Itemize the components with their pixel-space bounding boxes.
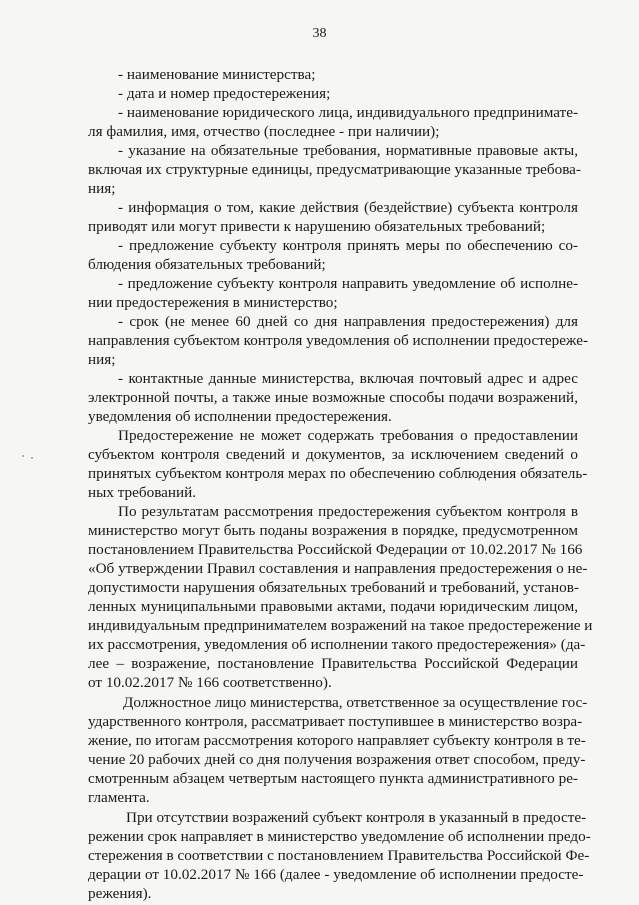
- text-line: направления субъектом контроля уведомления об исполнении предостереже-: [88, 332, 589, 349]
- text-line: режения).: [88, 885, 152, 902]
- text-line: допустимости нарушения обязательных требований и требований, установ-: [88, 579, 579, 596]
- text-line: министерство могут быть поданы возражения в порядке, предусмотренном: [88, 522, 578, 539]
- text-line: режении срок направляет в министерство уведомление об исполнении предо-: [88, 828, 591, 845]
- text-line: - дата и номер предостережения;: [118, 85, 331, 102]
- text-line: лее – возражение, постановление Правительства Российской Федерации: [88, 655, 578, 672]
- text-line: ния;: [88, 180, 116, 197]
- text-line: - контактные данные министерства, включая почтовый адрес и адрес: [118, 370, 578, 387]
- text-line: - предложение субъекту контроля принять меры по обеспечению со-: [118, 237, 578, 254]
- text-line: их рассмотрения, уведомления об исполнении такого предостережения» (да-: [88, 636, 586, 653]
- text-line: - срок (не менее 60 дней со дня направления предостережения) для: [118, 313, 578, 330]
- text-line: ния;: [88, 351, 116, 368]
- text-line: - информация о том, какие действия (бездействие) субъекта контроля: [118, 199, 578, 216]
- scan-speck: [22, 455, 24, 457]
- text-line: гламента.: [88, 789, 150, 806]
- text-line: блюдения обязательных требований;: [88, 256, 326, 273]
- text-line: Должностное лицо министерства, ответственное за осуществление гос-: [123, 694, 588, 711]
- text-line: - наименование министерства;: [118, 66, 316, 83]
- text-line: от 10.02.2017 № 166 соответственно).: [88, 674, 332, 691]
- text-line: ля фамилия, имя, отчество (последнее - при наличии);: [88, 123, 440, 140]
- text-line: индивидуальным предпринимателем возражений на такое предостережение и: [88, 617, 593, 634]
- text-line: дерации от 10.02.2017 № 166 (далее - уведомление об исполнении предосте-: [88, 866, 584, 883]
- text-line: - предложение субъекту контроля направить уведомление об исполне-: [118, 275, 578, 292]
- text-line: принятых субъектом контроля мерах по обеспечению соблюдения обязатель-: [88, 465, 588, 482]
- text-line: ударственного контроля, рассматривает поступившее в министерство возра-: [88, 713, 583, 730]
- text-line: При отсутствии возражений субъект контроля в указанный в предосте-: [126, 809, 587, 826]
- text-line: смотренным абзацем четвертым настоящего пункта административного ре-: [88, 770, 578, 787]
- text-line: жение, по итогам рассмотрения которого направляет субъекту контроля в те-: [88, 732, 586, 749]
- text-line: уведомления об исполнении предостережения.: [88, 408, 392, 425]
- text-line: электронной почты, а также иные возможные способы подачи возражений,: [88, 389, 578, 406]
- text-line: «Об утверждении Правил составления и направления предостережения о не-: [88, 560, 588, 577]
- text-line: приводят или могут привести к нарушению обязательных требований;: [88, 218, 546, 235]
- text-line: Предостережение не может содержать требования о предоставлении: [118, 427, 578, 444]
- text-line: ных требований.: [88, 484, 197, 501]
- text-line: ленных муниципальными правовыми актами, подачи юридическим лицом,: [88, 598, 578, 615]
- page-number: 38: [312, 26, 327, 41]
- text-line: постановлением Правительства Российской Федерации от 10.02.2017 № 166: [88, 541, 583, 558]
- text-line: - указание на обязательные требования, нормативные правовые акты,: [118, 142, 578, 159]
- text-line: включая их структурные единицы, предусматривающие указанные требова-: [88, 161, 581, 178]
- text-line: - наименование юридического лица, индивидуального предпринимате-: [118, 104, 578, 121]
- text-line: стережения в соответствии с постановлением Правительства Российской Фе-: [88, 847, 590, 864]
- text-line: чение 20 рабочих дней со дня получения возражения ответ способом, преду-: [88, 751, 586, 768]
- text-line: нии предостережения в министерство;: [88, 294, 338, 311]
- scan-speck: [31, 457, 33, 459]
- text-line: По результатам рассмотрения предостережения субъектом контроля в: [118, 503, 578, 520]
- text-line: субъектом контроля сведений и документов, за исключением сведений о: [88, 446, 578, 463]
